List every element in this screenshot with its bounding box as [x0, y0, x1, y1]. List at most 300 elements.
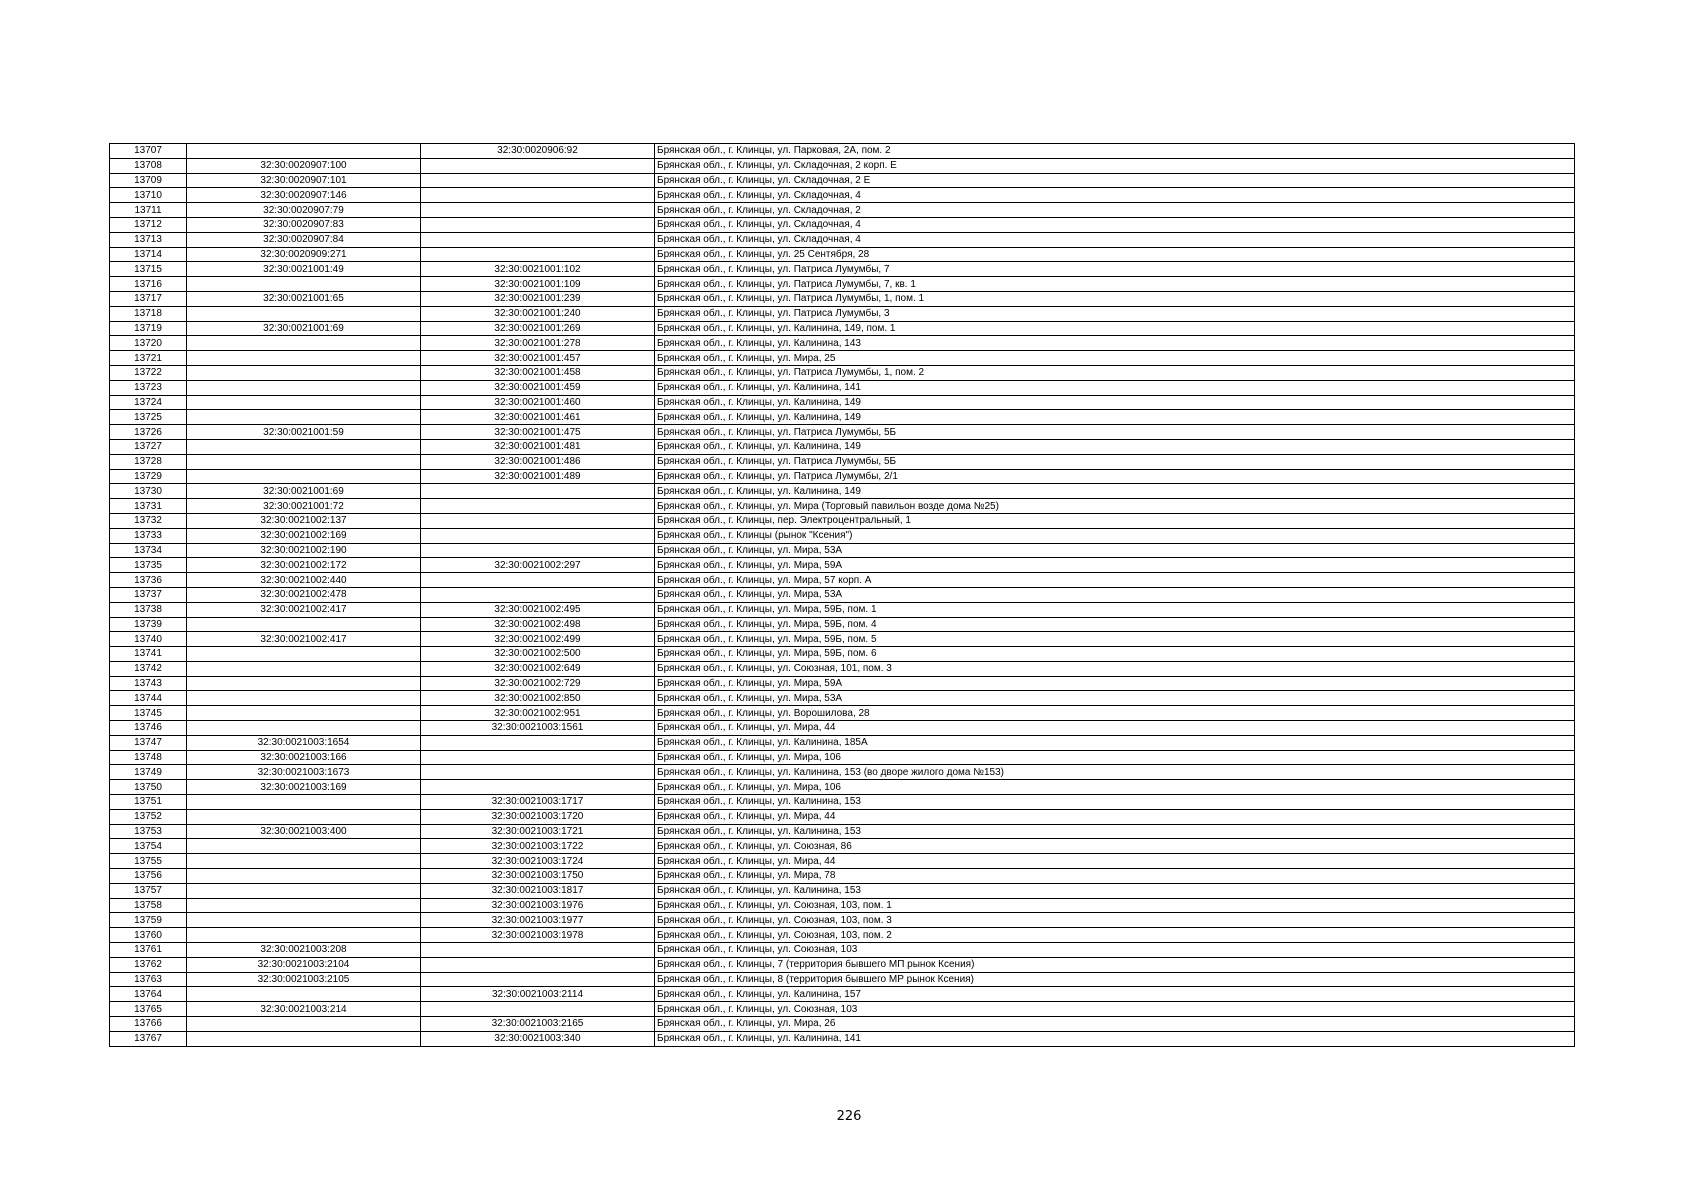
- cadastral-number-cell: [187, 721, 421, 736]
- address-cell: Брянская обл., г. Клинцы, ул. Складочная, 2 Е: [655, 173, 1575, 188]
- row-number-cell: 13759: [110, 913, 187, 928]
- cadastral-number-cell: [187, 647, 421, 662]
- address-cell: Брянская обл., г. Клинцы, ул. Калинина, 157: [655, 987, 1575, 1002]
- address-cell: Брянская обл., г. Клинцы, ул. Калинина, 149: [655, 410, 1575, 425]
- row-number-cell: 13738: [110, 602, 187, 617]
- table-row: [110, 277, 1575, 292]
- table-row: [110, 824, 1575, 839]
- cadastral-number-cell: [187, 898, 421, 913]
- building-cadastral-cell: 32:30:0021003:1717: [421, 795, 655, 810]
- table-row: [110, 247, 1575, 262]
- row-number-cell: 13742: [110, 661, 187, 676]
- row-number-cell: 13715: [110, 262, 187, 277]
- building-cadastral-cell: [421, 543, 655, 558]
- address-cell: Брянская обл., г. Клинцы, ул. Патриса Лумумбы, 1, пом. 2: [655, 365, 1575, 380]
- row-number-cell: 13749: [110, 765, 187, 780]
- address-cell: Брянская обл., г. Клинцы, ул. Союзная, 103, пом. 2: [655, 928, 1575, 943]
- row-number-cell: 13731: [110, 499, 187, 514]
- address-cell: Брянская обл., г. Клинцы, ул. Мира, 44: [655, 721, 1575, 736]
- table-row: [110, 439, 1575, 454]
- cadastral-number-cell: 32:30:0021003:1654: [187, 735, 421, 750]
- table-row: [110, 854, 1575, 869]
- building-cadastral-cell: 32:30:0021002:297: [421, 558, 655, 573]
- cadastral-number-cell: [187, 1031, 421, 1046]
- building-cadastral-cell: 32:30:0021001:109: [421, 277, 655, 292]
- table-row: [110, 587, 1575, 602]
- table-row: [110, 795, 1575, 810]
- row-number-cell: 13753: [110, 824, 187, 839]
- building-cadastral-cell: [421, 188, 655, 203]
- address-cell: Брянская обл., г. Клинцы, ул. Мира (Торговый павильон возде дома №25): [655, 499, 1575, 514]
- row-number-cell: 13740: [110, 632, 187, 647]
- table-row: [110, 484, 1575, 499]
- address-cell: Брянская обл., г. Клинцы, ул. Мира, 25: [655, 351, 1575, 366]
- address-cell: Брянская обл., г. Клинцы, ул. Складочная, 4: [655, 188, 1575, 203]
- cadastral-number-cell: 32:30:0020907:84: [187, 232, 421, 247]
- cadastral-number-cell: 32:30:0021001:65: [187, 291, 421, 306]
- table-row: [110, 839, 1575, 854]
- row-number-cell: 13737: [110, 587, 187, 602]
- table-row: [110, 928, 1575, 943]
- building-cadastral-cell: [421, 972, 655, 987]
- table-row: [110, 809, 1575, 824]
- row-number-cell: 13725: [110, 410, 187, 425]
- address-cell: Брянская обл., г. Клинцы, ул. Патриса Лумумбы, 5Б: [655, 425, 1575, 440]
- address-cell: Брянская обл., г. Клинцы, ул. Калинина, 149: [655, 484, 1575, 499]
- cadastral-number-cell: 32:30:0020909:271: [187, 247, 421, 262]
- cadastral-number-cell: 32:30:0021002:478: [187, 587, 421, 602]
- row-number-cell: 13763: [110, 972, 187, 987]
- table-row: [110, 1031, 1575, 1046]
- row-number-cell: 13751: [110, 795, 187, 810]
- cadastral-number-cell: 32:30:0021002:440: [187, 573, 421, 588]
- building-cadastral-cell: 32:30:0021001:102: [421, 262, 655, 277]
- building-cadastral-cell: [421, 217, 655, 232]
- row-number-cell: 13757: [110, 883, 187, 898]
- address-cell: Брянская обл., г. Клинцы, ул. Мира, 59А: [655, 676, 1575, 691]
- row-number-cell: 13765: [110, 1002, 187, 1017]
- row-number-cell: 13717: [110, 291, 187, 306]
- cadastral-number-cell: 32:30:0020907:100: [187, 158, 421, 173]
- table-row: [110, 454, 1575, 469]
- building-cadastral-cell: [421, 499, 655, 514]
- table-row: [110, 1017, 1575, 1032]
- table-row: [110, 321, 1575, 336]
- row-number-cell: 13723: [110, 380, 187, 395]
- cadastral-number-cell: 32:30:0021003:2104: [187, 957, 421, 972]
- building-cadastral-cell: [421, 203, 655, 218]
- cadastral-number-cell: 32:30:0020907:146: [187, 188, 421, 203]
- table-row: [110, 647, 1575, 662]
- address-cell: Брянская обл., г. Клинцы, ул. Мира, 44: [655, 809, 1575, 824]
- cadastral-number-cell: 32:30:0021003:166: [187, 750, 421, 765]
- table-row: [110, 336, 1575, 351]
- address-cell: Брянская обл., г. Клинцы, ул. Калинина, 141: [655, 380, 1575, 395]
- cadastral-number-cell: 32:30:0021002:417: [187, 632, 421, 647]
- address-cell: Брянская обл., г. Клинцы, ул. Калинина, 141: [655, 1031, 1575, 1046]
- cadastral-number-cell: [187, 987, 421, 1002]
- cadastral-number-cell: 32:30:0021003:214: [187, 1002, 421, 1017]
- row-number-cell: 13721: [110, 351, 187, 366]
- building-cadastral-cell: [421, 573, 655, 588]
- building-cadastral-cell: 32:30:0021001:458: [421, 365, 655, 380]
- table-row: [110, 913, 1575, 928]
- cadastral-number-cell: [187, 395, 421, 410]
- address-cell: Брянская обл., г. Клинцы, 8 (территория бывшего МР рынок Ксения): [655, 972, 1575, 987]
- cadastral-number-cell: [187, 454, 421, 469]
- cadastral-number-cell: 32:30:0021001:69: [187, 321, 421, 336]
- row-number-cell: 13745: [110, 706, 187, 721]
- address-cell: Брянская обл., г. Клинцы, ул. Патриса Лумумбы, 5Б: [655, 454, 1575, 469]
- row-number-cell: 13733: [110, 528, 187, 543]
- building-cadastral-cell: 32:30:0021001:239: [421, 291, 655, 306]
- address-cell: Брянская обл., г. Клинцы, ул. Патриса Лумумбы, 7, кв. 1: [655, 277, 1575, 292]
- building-cadastral-cell: 32:30:0021001:461: [421, 410, 655, 425]
- cadastral-number-cell: 32:30:0021001:72: [187, 499, 421, 514]
- building-cadastral-cell: 32:30:0021001:475: [421, 425, 655, 440]
- building-cadastral-cell: 32:30:0021001:459: [421, 380, 655, 395]
- table-row: [110, 721, 1575, 736]
- row-number-cell: 13708: [110, 158, 187, 173]
- address-cell: Брянская обл., г. Клинцы, ул. Мира, 59Б, пом. 4: [655, 617, 1575, 632]
- cadastral-number-cell: [187, 839, 421, 854]
- building-cadastral-cell: [421, 780, 655, 795]
- building-cadastral-cell: 32:30:0021001:481: [421, 439, 655, 454]
- row-number-cell: 13756: [110, 869, 187, 884]
- table-row: [110, 262, 1575, 277]
- building-cadastral-cell: [421, 484, 655, 499]
- address-cell: Брянская обл., г. Клинцы, ул. Складочная, 2: [655, 203, 1575, 218]
- address-cell: Брянская обл., г. Клинцы, ул. Калинина, 185А: [655, 735, 1575, 750]
- cadastral-number-cell: 32:30:0020907:101: [187, 173, 421, 188]
- row-number-cell: 13716: [110, 277, 187, 292]
- table-row: [110, 365, 1575, 380]
- row-number-cell: 13734: [110, 543, 187, 558]
- row-number-cell: 13747: [110, 735, 187, 750]
- table-row: [110, 602, 1575, 617]
- table-row: [110, 232, 1575, 247]
- cadastral-number-cell: 32:30:0021002:417: [187, 602, 421, 617]
- row-number-cell: 13741: [110, 647, 187, 662]
- address-cell: Брянская обл., г. Клинцы, ул. Мира, 53А: [655, 587, 1575, 602]
- table-row: [110, 306, 1575, 321]
- address-cell: Брянская обл., г. Клинцы, ул. Мира, 53А: [655, 543, 1575, 558]
- table-row: [110, 543, 1575, 558]
- cadastral-number-cell: [187, 691, 421, 706]
- row-number-cell: 13727: [110, 439, 187, 454]
- row-number-cell: 13712: [110, 217, 187, 232]
- building-cadastral-cell: 32:30:0021002:729: [421, 676, 655, 691]
- cadastral-number-cell: 32:30:0021002:169: [187, 528, 421, 543]
- row-number-cell: 13728: [110, 454, 187, 469]
- table-row: [110, 558, 1575, 573]
- cadastral-number-cell: 32:30:0021003:1673: [187, 765, 421, 780]
- building-cadastral-cell: 32:30:0021001:489: [421, 469, 655, 484]
- table-row: [110, 661, 1575, 676]
- table-row: [110, 203, 1575, 218]
- building-cadastral-cell: 32:30:0021002:850: [421, 691, 655, 706]
- address-cell: Брянская обл., г. Клинцы, ул. Калинина, 153: [655, 883, 1575, 898]
- address-cell: Брянская обл., г. Клинцы, ул. Мира, 59Б, пом. 1: [655, 602, 1575, 617]
- address-cell: Брянская обл., г. Клинцы, ул. Калинина, 149: [655, 439, 1575, 454]
- address-cell: Брянская обл., г. Клинцы (рынок "Ксения"): [655, 528, 1575, 543]
- cadastral-number-cell: 32:30:0021002:190: [187, 543, 421, 558]
- cadastral-number-cell: [187, 661, 421, 676]
- row-number-cell: 13767: [110, 1031, 187, 1046]
- row-number-cell: 13744: [110, 691, 187, 706]
- table-row: [110, 528, 1575, 543]
- table-row: [110, 735, 1575, 750]
- building-cadastral-cell: 32:30:0021001:269: [421, 321, 655, 336]
- building-cadastral-cell: [421, 735, 655, 750]
- building-cadastral-cell: 32:30:0021003:1561: [421, 721, 655, 736]
- row-number-cell: 13718: [110, 306, 187, 321]
- address-cell: Брянская обл., г. Клинцы, ул. Складочная, 4: [655, 217, 1575, 232]
- table-row: [110, 1002, 1575, 1017]
- row-number-cell: 13714: [110, 247, 187, 262]
- address-cell: Брянская обл., г. Клинцы, ул. Мира, 59Б, пом. 5: [655, 632, 1575, 647]
- cadastral-number-cell: 32:30:0021001:49: [187, 262, 421, 277]
- address-cell: Брянская обл., г. Клинцы, ул. Мира, 106: [655, 750, 1575, 765]
- table-body: [110, 144, 1575, 1047]
- cadastral-number-cell: [187, 809, 421, 824]
- cadastral-number-cell: [187, 365, 421, 380]
- building-cadastral-cell: [421, 765, 655, 780]
- table-row: [110, 943, 1575, 958]
- building-cadastral-cell: 32:30:0021003:1978: [421, 928, 655, 943]
- row-number-cell: 13719: [110, 321, 187, 336]
- address-cell: Брянская обл., г. Клинцы, ул. Мира, 59А: [655, 558, 1575, 573]
- cadastral-number-cell: [187, 617, 421, 632]
- cadastral-number-cell: 32:30:0021001:69: [187, 484, 421, 499]
- building-cadastral-cell: [421, 173, 655, 188]
- address-cell: Брянская обл., г. Клинцы, ул. Союзная, 101, пом. 3: [655, 661, 1575, 676]
- building-cadastral-cell: 32:30:0021003:2114: [421, 987, 655, 1002]
- row-number-cell: 13761: [110, 943, 187, 958]
- cadastral-number-cell: 32:30:0021002:137: [187, 513, 421, 528]
- table-row: [110, 972, 1575, 987]
- row-number-cell: 13752: [110, 809, 187, 824]
- cadastral-number-cell: 32:30:0021003:169: [187, 780, 421, 795]
- building-cadastral-cell: 32:30:0021001:460: [421, 395, 655, 410]
- cadastral-number-cell: 32:30:0020907:79: [187, 203, 421, 218]
- address-cell: Брянская обл., г. Клинцы, ул. Калинина, 153: [655, 824, 1575, 839]
- cadastral-number-cell: 32:30:0021003:2105: [187, 972, 421, 987]
- address-cell: Брянская обл., г. Клинцы, ул. Калинина, 149, пом. 1: [655, 321, 1575, 336]
- cadastral-number-cell: [187, 854, 421, 869]
- building-cadastral-cell: [421, 232, 655, 247]
- row-number-cell: 13710: [110, 188, 187, 203]
- building-cadastral-cell: [421, 528, 655, 543]
- table-row: [110, 425, 1575, 440]
- table-row: [110, 750, 1575, 765]
- building-cadastral-cell: 32:30:0020906:92: [421, 144, 655, 159]
- address-cell: Брянская обл., г. Клинцы, ул. Мира, 44: [655, 854, 1575, 869]
- building-cadastral-cell: 32:30:0021001:240: [421, 306, 655, 321]
- cadastral-number-cell: [187, 795, 421, 810]
- table-row: [110, 987, 1575, 1002]
- address-cell: Брянская обл., г. Клинцы, ул. Складочная, 4: [655, 232, 1575, 247]
- building-cadastral-cell: 32:30:0021002:951: [421, 706, 655, 721]
- cadastral-number-cell: [187, 869, 421, 884]
- address-cell: Брянская обл., г. Клинцы, ул. Союзная, 103: [655, 1002, 1575, 1017]
- table-row: [110, 898, 1575, 913]
- row-number-cell: 13758: [110, 898, 187, 913]
- building-cadastral-cell: 32:30:0021002:649: [421, 661, 655, 676]
- building-cadastral-cell: 32:30:0021003:1724: [421, 854, 655, 869]
- cadastral-number-cell: [187, 928, 421, 943]
- address-cell: Брянская обл., г. Клинцы, ул. Патриса Лумумбы, 7: [655, 262, 1575, 277]
- table-row: [110, 957, 1575, 972]
- row-number-cell: 13743: [110, 676, 187, 691]
- table-row: [110, 765, 1575, 780]
- cadastral-number-cell: [187, 277, 421, 292]
- row-number-cell: 13735: [110, 558, 187, 573]
- building-cadastral-cell: 32:30:0021002:499: [421, 632, 655, 647]
- table-row: [110, 706, 1575, 721]
- address-cell: Брянская обл., г. Клинцы, ул. Калинина, 153 (во дворе жилого дома №153): [655, 765, 1575, 780]
- cadastral-number-cell: 32:30:0020907:83: [187, 217, 421, 232]
- address-cell: Брянская обл., г. Клинцы, ул. 25 Сентября, 28: [655, 247, 1575, 262]
- building-cadastral-cell: 32:30:0021003:340: [421, 1031, 655, 1046]
- address-cell: Брянская обл., г. Клинцы, пер. Электроцентральный, 1: [655, 513, 1575, 528]
- address-cell: Брянская обл., г. Клинцы, ул. Союзная, 103, пом. 3: [655, 913, 1575, 928]
- table-row: [110, 351, 1575, 366]
- cadastral-number-cell: [187, 410, 421, 425]
- table-row: [110, 158, 1575, 173]
- row-number-cell: 13760: [110, 928, 187, 943]
- row-number-cell: 13726: [110, 425, 187, 440]
- building-cadastral-cell: 32:30:0021003:1750: [421, 869, 655, 884]
- row-number-cell: 13724: [110, 395, 187, 410]
- building-cadastral-cell: 32:30:0021002:498: [421, 617, 655, 632]
- table-row: [110, 144, 1575, 159]
- cadastral-number-cell: 32:30:0021003:208: [187, 943, 421, 958]
- table-row: [110, 617, 1575, 632]
- cadastral-number-cell: 32:30:0021001:59: [187, 425, 421, 440]
- table-row: [110, 410, 1575, 425]
- cadastral-number-cell: 32:30:0021003:400: [187, 824, 421, 839]
- address-cell: Брянская обл., г. Клинцы, ул. Калинина, 143: [655, 336, 1575, 351]
- address-cell: Брянская обл., г. Клинцы, ул. Союзная, 103: [655, 943, 1575, 958]
- row-number-cell: 13754: [110, 839, 187, 854]
- address-cell: Брянская обл., г. Клинцы, ул. Мира, 53А: [655, 691, 1575, 706]
- address-cell: Брянская обл., г. Клинцы, ул. Мира, 78: [655, 869, 1575, 884]
- table-row: [110, 291, 1575, 306]
- table-row: [110, 573, 1575, 588]
- address-cell: Брянская обл., г. Клинцы, ул. Патриса Лумумбы, 1, пом. 1: [655, 291, 1575, 306]
- cadastral-number-cell: [187, 676, 421, 691]
- row-number-cell: 13729: [110, 469, 187, 484]
- address-cell: Брянская обл., г. Клинцы, ул. Калинина, 153: [655, 795, 1575, 810]
- building-cadastral-cell: 32:30:0021003:1977: [421, 913, 655, 928]
- cadastral-number-cell: 32:30:0021002:172: [187, 558, 421, 573]
- table-row: [110, 676, 1575, 691]
- building-cadastral-cell: [421, 247, 655, 262]
- cadastral-number-cell: [187, 469, 421, 484]
- building-cadastral-cell: [421, 1002, 655, 1017]
- building-cadastral-cell: 32:30:0021001:457: [421, 351, 655, 366]
- building-cadastral-cell: 32:30:0021003:1976: [421, 898, 655, 913]
- row-number-cell: 13722: [110, 365, 187, 380]
- address-cell: Брянская обл., г. Клинцы, ул. Мира, 26: [655, 1017, 1575, 1032]
- building-cadastral-cell: 32:30:0021003:1720: [421, 809, 655, 824]
- table-row: [110, 883, 1575, 898]
- row-number-cell: 13720: [110, 336, 187, 351]
- address-cell: Брянская обл., г. Клинцы, 7 (территория бывшего МП рынок Ксения): [655, 957, 1575, 972]
- address-cell: Брянская обл., г. Клинцы, ул. Мира, 59Б, пом. 6: [655, 647, 1575, 662]
- address-cell: Брянская обл., г. Клинцы, ул. Патриса Лумумбы, 2/1: [655, 469, 1575, 484]
- row-number-cell: 13709: [110, 173, 187, 188]
- row-number-cell: 13707: [110, 144, 187, 159]
- building-cadastral-cell: [421, 957, 655, 972]
- table-row: [110, 869, 1575, 884]
- address-cell: Брянская обл., г. Клинцы, ул. Калинина, 149: [655, 395, 1575, 410]
- row-number-cell: 13764: [110, 987, 187, 1002]
- row-number-cell: 13732: [110, 513, 187, 528]
- row-number-cell: 13730: [110, 484, 187, 499]
- table-row: [110, 217, 1575, 232]
- address-cell: Брянская обл., г. Клинцы, ул. Ворошилова, 28: [655, 706, 1575, 721]
- cadastral-number-cell: [187, 1017, 421, 1032]
- row-number-cell: 13739: [110, 617, 187, 632]
- address-cell: Брянская обл., г. Клинцы, ул. Союзная, 86: [655, 839, 1575, 854]
- cadastral-number-cell: [187, 439, 421, 454]
- building-cadastral-cell: 32:30:0021003:1817: [421, 883, 655, 898]
- building-cadastral-cell: [421, 587, 655, 602]
- row-number-cell: 13750: [110, 780, 187, 795]
- row-number-cell: 13736: [110, 573, 187, 588]
- address-cell: Брянская обл., г. Клинцы, ул. Мира, 106: [655, 780, 1575, 795]
- table-row: [110, 173, 1575, 188]
- cadastral-number-cell: [187, 913, 421, 928]
- building-cadastral-cell: 32:30:0021001:278: [421, 336, 655, 351]
- cadastral-number-cell: [187, 306, 421, 321]
- row-number-cell: 13711: [110, 203, 187, 218]
- building-cadastral-cell: [421, 750, 655, 765]
- table-row: [110, 499, 1575, 514]
- building-cadastral-cell: 32:30:0021001:486: [421, 454, 655, 469]
- table-row: [110, 691, 1575, 706]
- table-row: [110, 188, 1575, 203]
- building-cadastral-cell: [421, 943, 655, 958]
- table-row: [110, 632, 1575, 647]
- cadastral-number-cell: [187, 336, 421, 351]
- building-cadastral-cell: 32:30:0021003:1722: [421, 839, 655, 854]
- cadastral-number-cell: [187, 706, 421, 721]
- cadastral-number-cell: [187, 883, 421, 898]
- building-cadastral-cell: [421, 158, 655, 173]
- table-row: [110, 380, 1575, 395]
- cadastral-number-cell: [187, 380, 421, 395]
- address-cell: Брянская обл., г. Клинцы, ул. Союзная, 103, пом. 1: [655, 898, 1575, 913]
- row-number-cell: 13766: [110, 1017, 187, 1032]
- address-cell: Брянская обл., г. Клинцы, ул. Мира, 57 корп. А: [655, 573, 1575, 588]
- building-cadastral-cell: 32:30:0021003:2165: [421, 1017, 655, 1032]
- row-number-cell: 13746: [110, 721, 187, 736]
- property-table: [109, 143, 1575, 1047]
- table-row: [110, 513, 1575, 528]
- row-number-cell: 13755: [110, 854, 187, 869]
- building-cadastral-cell: [421, 513, 655, 528]
- cadastral-number-cell: [187, 351, 421, 366]
- table-row: [110, 469, 1575, 484]
- address-cell: Брянская обл., г. Клинцы, ул. Парковая, 2А, пом. 2: [655, 144, 1575, 159]
- row-number-cell: 13713: [110, 232, 187, 247]
- address-cell: Брянская обл., г. Клинцы, ул. Складочная, 2 корп. Е: [655, 158, 1575, 173]
- address-cell: Брянская обл., г. Клинцы, ул. Патриса Лумумбы, 3: [655, 306, 1575, 321]
- row-number-cell: 13762: [110, 957, 187, 972]
